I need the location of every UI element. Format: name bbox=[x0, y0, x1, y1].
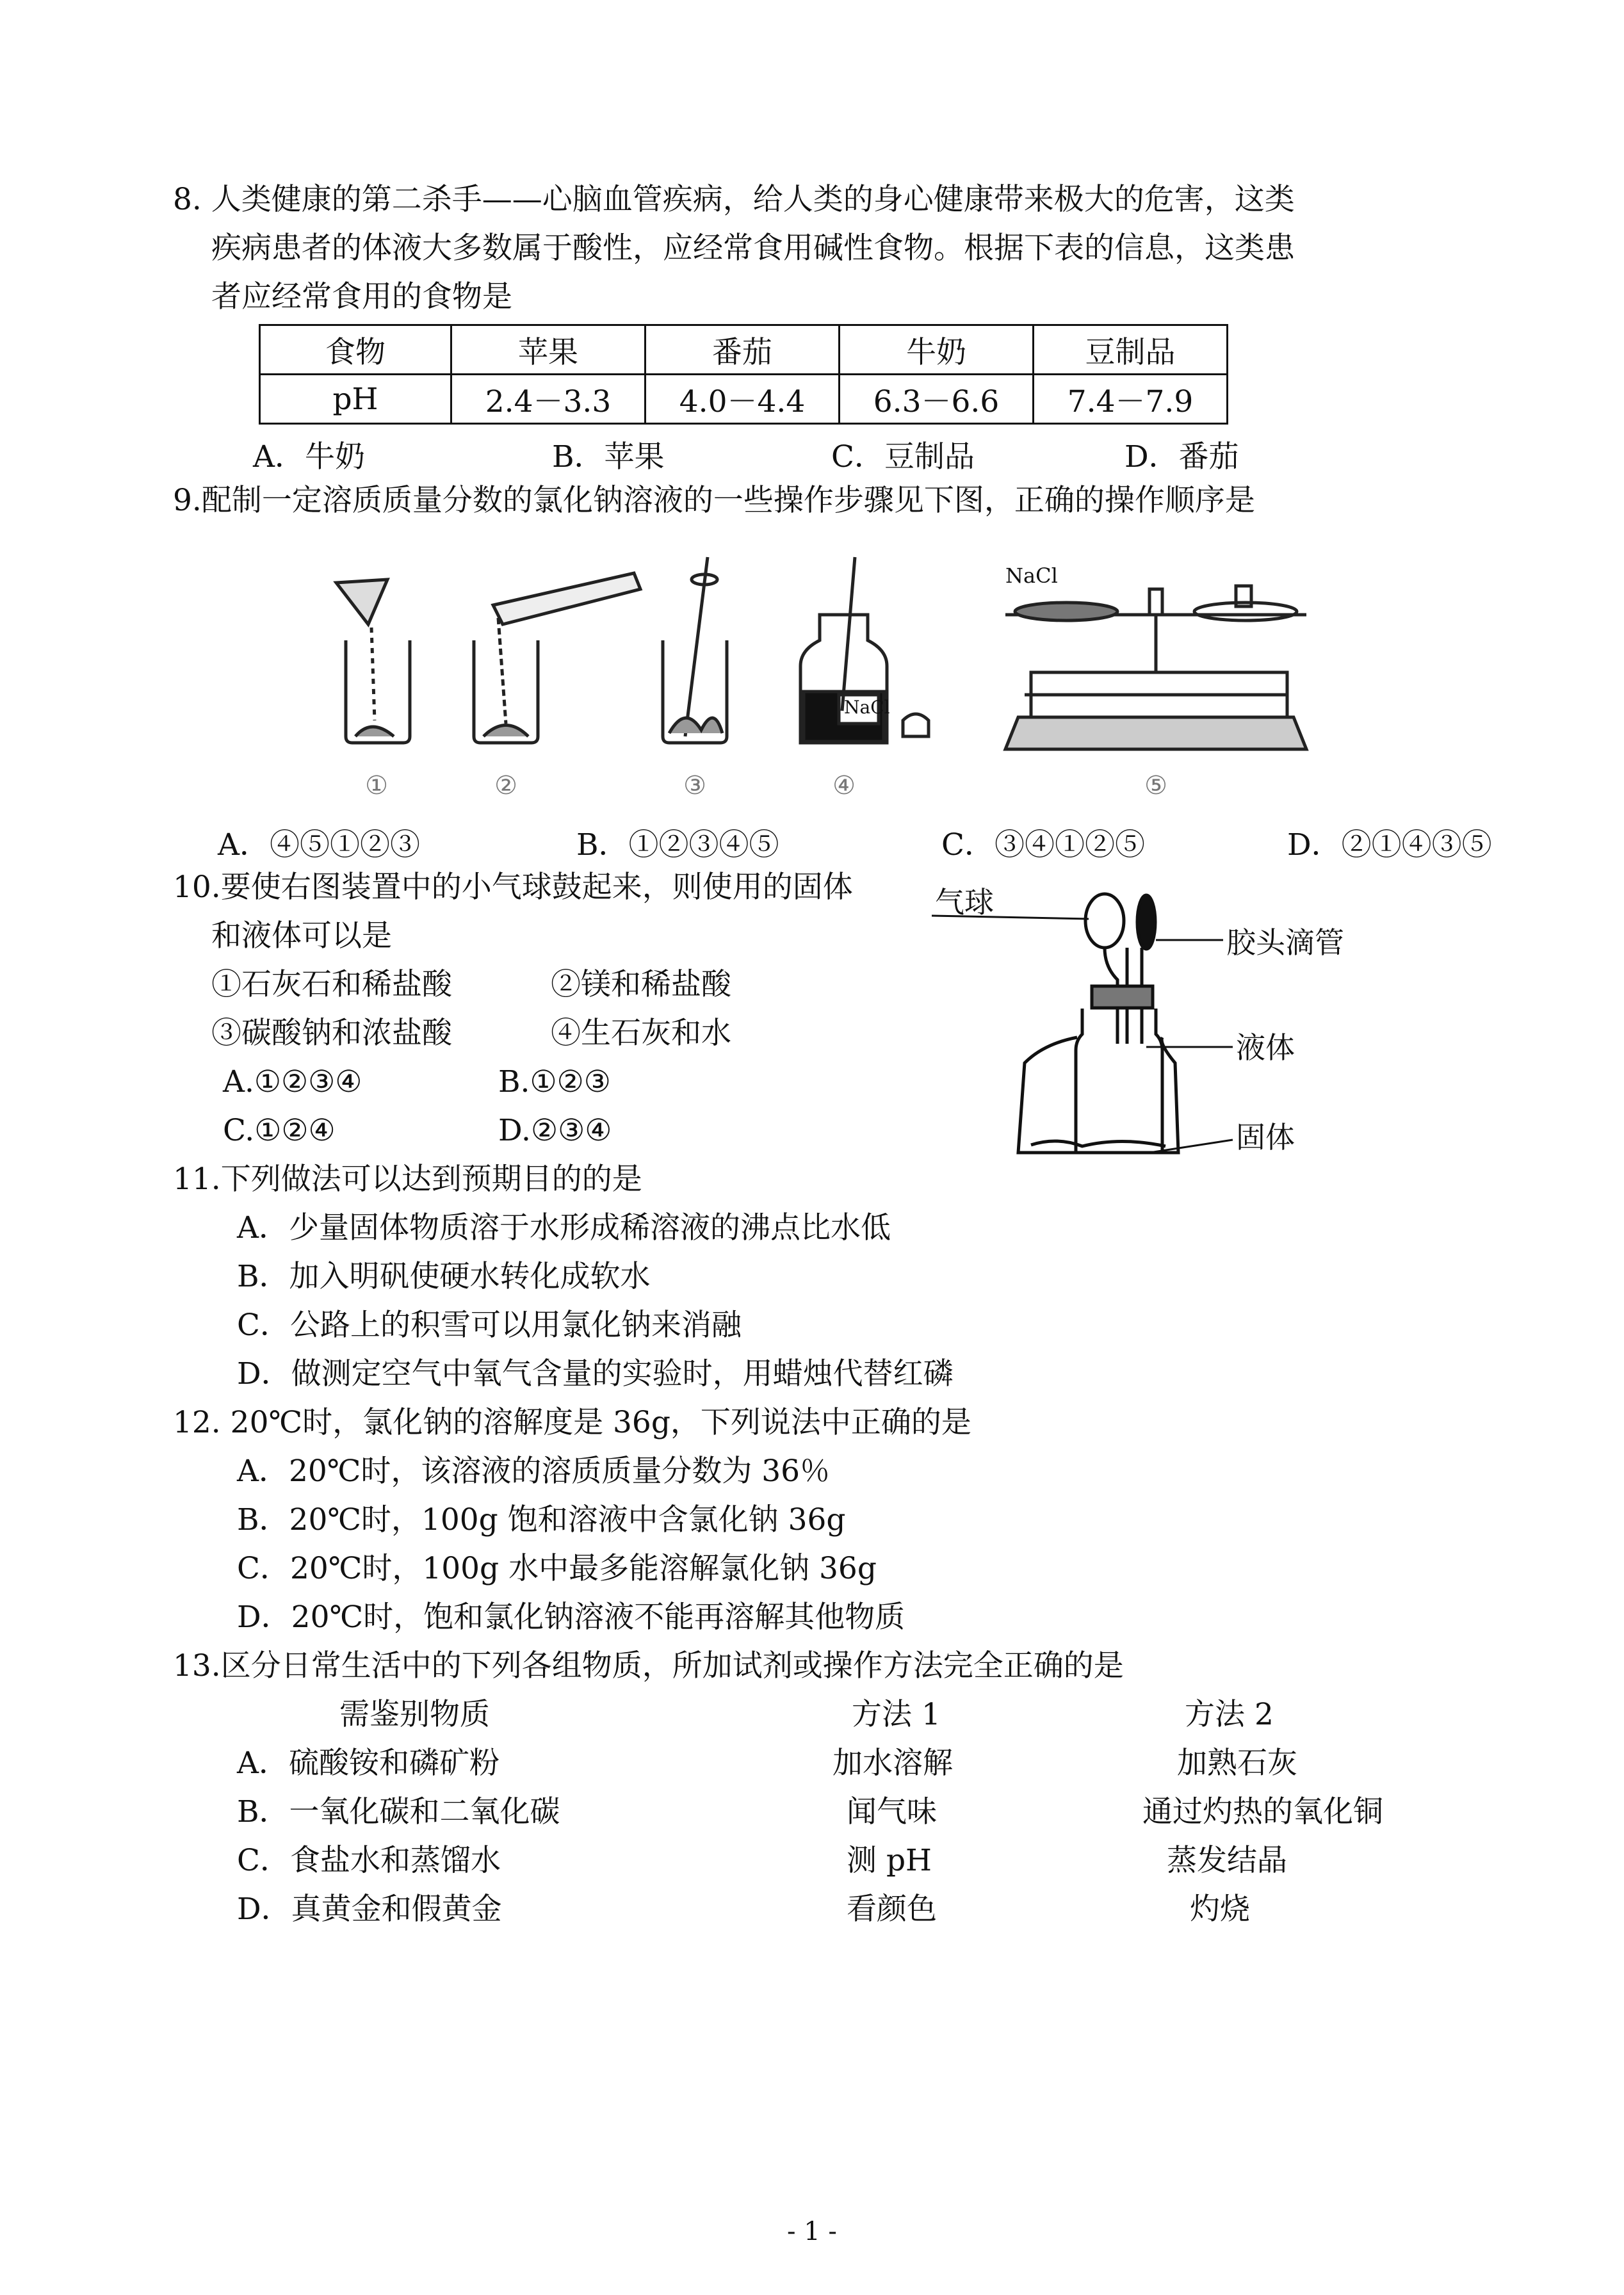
ph-table-header-row bbox=[260, 325, 1228, 375]
q9-stem: 9.配制一定溶质质量分数的氯化钠溶液的一些操作步骤见下图，正确的操作顺序是 bbox=[173, 483, 1255, 518]
q12-option-a: A．20℃时，该溶液的溶质质量分数为 36％ bbox=[237, 1454, 831, 1489]
q12-option-c: C．20℃时，100g 水中最多能溶解氯化钠 36g bbox=[237, 1551, 877, 1586]
ph-table-cell: pH bbox=[260, 375, 451, 424]
q13-header-method1: 方法 1 bbox=[852, 1697, 941, 1732]
q10-option-a: A.①②③④ bbox=[223, 1064, 362, 1099]
q13-row-c-method1: 测 pH bbox=[847, 1843, 932, 1878]
ph-table-cell: 苹果 bbox=[451, 325, 646, 375]
q13-row-c-item: C．食盐水和蒸馏水 bbox=[237, 1843, 501, 1878]
rubber-stopper-icon bbox=[1092, 986, 1153, 1008]
balloon-icon bbox=[1085, 894, 1124, 948]
balloon-apparatus-figure bbox=[929, 884, 1447, 1178]
ph-table-cell: 2.4－3.3 bbox=[451, 375, 646, 424]
q13-stem: 13.区分日常生活中的下列各组物质，所加试剂或操作方法完全正确的是 bbox=[173, 1648, 1124, 1683]
q8-option-a: A．牛奶 bbox=[253, 439, 365, 474]
ph-table-cell: 7.4－7.9 bbox=[1034, 375, 1228, 424]
balance-label: NaCl bbox=[1005, 564, 1058, 588]
q13-row-a-method1: 加水溶解 bbox=[832, 1746, 953, 1781]
q10-item-3: ③碳酸钠和浓盐酸 bbox=[211, 1016, 452, 1051]
q13-row-c-method2: 蒸发结晶 bbox=[1167, 1843, 1287, 1878]
ph-table-cell: 牛奶 bbox=[840, 325, 1034, 375]
q13-row-d-method2: 灼烧 bbox=[1190, 1892, 1250, 1927]
q12-option-d: D．20℃时，饱和氯化钠溶液不能再溶解其他物质 bbox=[237, 1600, 905, 1635]
q13-row-d-item: D．真黄金和假黄金 bbox=[237, 1892, 502, 1927]
q10-option-c: C.①②④ bbox=[223, 1113, 336, 1148]
figure-label-5: ⑤ bbox=[1144, 771, 1167, 800]
dropper-bulb-icon bbox=[1137, 895, 1155, 949]
q9-option-b: B．①②③④⑤ bbox=[576, 827, 779, 863]
q9-option-d: D．②①④③⑤ bbox=[1287, 827, 1492, 863]
figure-label-3: ③ bbox=[683, 771, 706, 800]
q8-stem-line1: 8. 人类健康的第二杀手——心脑血管疾病，给人类的身心健康带来极大的危害，这类 bbox=[173, 182, 1295, 217]
q11-option-a: A．少量固体物质溶于水形成稀溶液的沸点比水低 bbox=[237, 1210, 891, 1245]
q8-option-d: D．番茄 bbox=[1125, 439, 1239, 474]
solution-preparation-figure bbox=[307, 544, 1434, 813]
figure-label-2: ② bbox=[494, 771, 517, 800]
q10-option-d: D.②③④ bbox=[498, 1113, 612, 1148]
q10-stem-line2: 和液体可以是 bbox=[211, 918, 392, 953]
q9-option-c: C．③④①②⑤ bbox=[941, 827, 1145, 863]
ph-table-cell: 4.0－4.4 bbox=[646, 375, 840, 424]
balloon-label: 气球 bbox=[935, 885, 994, 920]
q13-row-b-method1: 闻气味 bbox=[847, 1794, 937, 1829]
q13-row-b-item: B．一氧化碳和二氧化碳 bbox=[237, 1794, 560, 1829]
ph-table-cell: 豆制品 bbox=[1034, 325, 1228, 375]
q12-option-b: B．20℃时，100g 饱和溶液中含氯化钠 36g bbox=[237, 1502, 846, 1537]
ph-table bbox=[259, 324, 1228, 425]
q8-option-b: B．苹果 bbox=[552, 439, 665, 474]
beaker-with-cylinder-icon bbox=[474, 573, 640, 743]
q8-option-c: C．豆制品 bbox=[831, 439, 975, 474]
q11-option-c: C．公路上的积雪可以用氯化钠来消融 bbox=[237, 1308, 742, 1343]
dropper-label: 胶头滴管 bbox=[1226, 925, 1344, 960]
q11-option-d: D．做测定空气中氧气含量的实验时，用蜡烛代替红磷 bbox=[237, 1356, 954, 1391]
q11-option-b: B．加入明矾使硬水转化成软水 bbox=[237, 1259, 651, 1294]
figure-label-4: ④ bbox=[832, 771, 856, 800]
q8-stem-line3: 者应经常食用的食物是 bbox=[211, 279, 512, 314]
q10-item-1: ①石灰石和稀盐酸 bbox=[211, 967, 452, 1002]
solid-label: 固体 bbox=[1236, 1120, 1295, 1155]
beaker-with-stirring-rod-icon bbox=[663, 557, 727, 743]
ph-table-value-row bbox=[260, 375, 1228, 424]
q13-row-d-method1: 看颜色 bbox=[847, 1892, 937, 1927]
bottle-label: NaCl bbox=[844, 697, 890, 718]
q10-item-2: ②镁和稀盐酸 bbox=[551, 967, 731, 1002]
q10-item-4: ④生石灰和水 bbox=[551, 1016, 731, 1051]
ph-table-cell: 6.3－6.6 bbox=[840, 375, 1034, 424]
q9-option-a: A．④⑤①②③ bbox=[218, 827, 420, 863]
balance-scale-icon bbox=[1005, 586, 1306, 749]
ph-table-cell: 食物 bbox=[260, 325, 451, 375]
q10-option-b: B.①②③ bbox=[498, 1064, 611, 1099]
beaker-with-paper-icon bbox=[336, 580, 410, 743]
q13-header-item: 需鉴别物质 bbox=[339, 1697, 490, 1732]
q13-row-a-method2: 加熟石灰 bbox=[1177, 1746, 1297, 1781]
q8-stem-line2: 疾病患者的体液大多数属于酸性，应经常食用碱性食物。根据下表的信息，这类患 bbox=[211, 231, 1295, 266]
ph-table-cell: 番茄 bbox=[646, 325, 840, 375]
q11-stem: 11.下列做法可以达到预期目的的是 bbox=[173, 1162, 642, 1197]
liquid-label: 液体 bbox=[1236, 1030, 1295, 1065]
q13-row-b-method2: 通过灼热的氧化铜 bbox=[1142, 1794, 1383, 1829]
q10-stem-line1: 10.要使右图装置中的小气球鼓起来，则使用的固体 bbox=[173, 870, 853, 905]
figure-label-1: ① bbox=[365, 771, 388, 800]
page-number: - 1 - bbox=[787, 2217, 837, 2246]
q13-header-method2: 方法 2 bbox=[1185, 1697, 1274, 1732]
q12-stem: 12. 20℃时，氯化钠的溶解度是 36g，下列说法中正确的是 bbox=[173, 1405, 971, 1440]
q13-row-a-item: A．硫酸铵和磷矿粉 bbox=[237, 1746, 499, 1781]
